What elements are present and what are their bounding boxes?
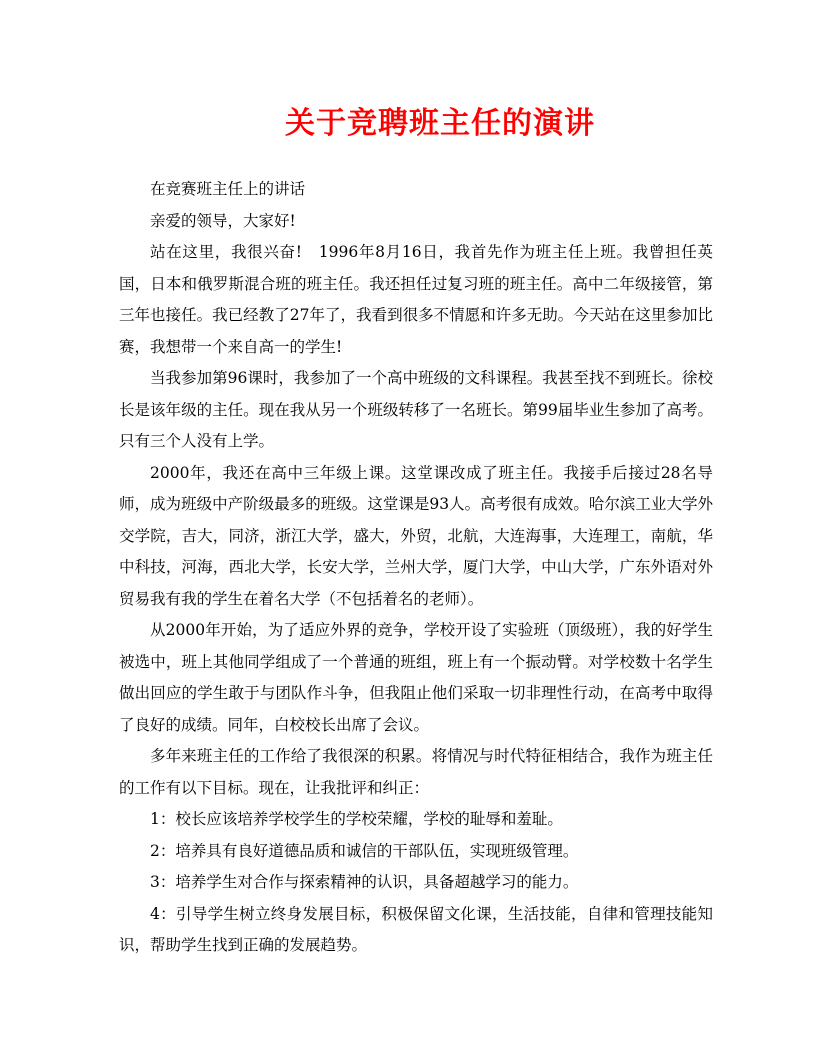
goal-item-3: 3：培养学生对合作与探索精神的认识，具备超越学习的能力。 [150, 873, 579, 891]
goal-item-4: 4：引导学生树立终身发展目标，积极保留文化课，生活技能，自律和管理技能知识，帮助学生找到正确的发展趋势。 [119, 904, 713, 954]
goal-item-2: 2：培养具有良好道德品质和诚信的干部队伍，实现班级管理。 [150, 841, 579, 860]
goal-item-1: 1：校长应该培养学校学生的学校荣耀，学校的耻辱和羞耻。 [150, 810, 563, 828]
paragraph-goals-intro: 多年来班主任的工作给了我很深的积累。将情况与时代特征相结合，我作为班主任的工作有以下目标。现在，让我批评和纠正： [119, 747, 713, 797]
paragraph-greeting: 亲爱的领导，大家好! [150, 211, 296, 230]
paragraph-introduction: 站在这里，我很兴奋! 1996年8月16日，我首先作为班主任上班。我曾担任英国，日本和俄罗斯混合班的班主任。我还担任过复习班的班主任。高中二年级接管，第三年也接任。我已经教了27年了，我看到很多不情愿和许多无助。今天站在这里参加比赛，我想带一个来自高一的学生! [119, 243, 713, 356]
document-title: 关于竞聘班主任的演讲 [285, 106, 595, 141]
paragraph-speech-heading: 在竞赛班主任上的讲话 [150, 180, 306, 198]
paragraph-experimental-class: 从2000年开始，为了适应外界的竞争，学校开设了实验班（顶级班），我的好学生被选中，班上其他同学组成了一个普通的班组，班上有一个振动臂。对学校数十名学生做出回应的学生敢于与团队作斗争，但我阻止他们采取一切非理性行动，在高考中取得了良好的成绩。同年，白校校长出席了会议。 [119, 621, 713, 734]
document-body [119, 174, 713, 962]
paragraph-class-96: 当我参加第96课时，我参加了一个高中班级的文科课程。我甚至找不到班长。徐校长是该年级的主任。现在我从另一个班级转移了一名班长。第99届毕业生参加了高考。只有三个人没有上学。 [119, 369, 713, 450]
paragraph-year-2000: 2000年，我还在高中三年级上课。这堂课改成了班主任。我接手后接过28名导师，成为班级中产阶级最多的班级。这堂课是93人。高考很有成效。哈尔滨工业大学外交学院，吉大，同济，浙江大学，盛大，外贸，北航，大连海事，大连理工，南航，华中科技，河海，西北大学，长安大学，兰州大学，厦门大学，中山大学，广东外语对外贸易我有我的学生在着名大学（不包括着名的老师）。 [119, 463, 713, 608]
